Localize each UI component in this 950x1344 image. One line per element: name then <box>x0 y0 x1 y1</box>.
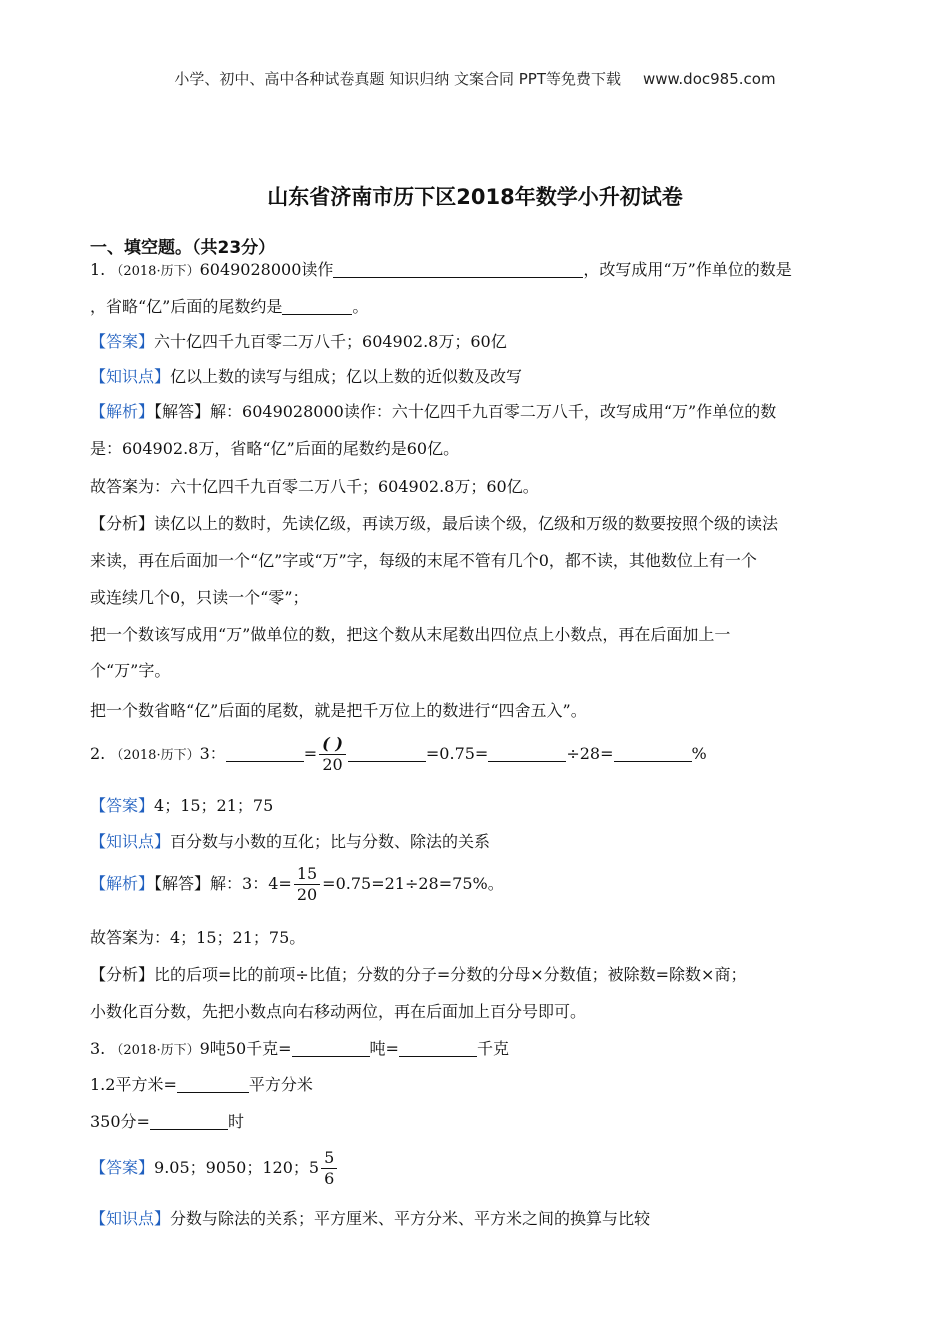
q2-knowledge-text: 百分数与小数的互化；比与分数、除法的关系 <box>170 832 491 851</box>
q3-source: （2018·历下） <box>110 1043 200 1058</box>
q1-knowledge <box>90 366 522 388</box>
q1-analysis <box>90 513 778 535</box>
q1-stem-cont <box>90 296 368 318</box>
q2-solution-fraction <box>294 864 320 905</box>
q2-blank-4[interactable] <box>614 743 692 762</box>
q3-stem-text: 9吨50千克= <box>199 1039 292 1058</box>
q1-stem <box>90 259 792 283</box>
q3-answer-text: 9.05；9050；120；5 <box>154 1158 320 1177</box>
q3-blank-4[interactable] <box>150 1111 228 1130</box>
q2-stem <box>90 734 707 775</box>
q2-sol-denominator: 20 <box>296 885 318 904</box>
q3-stem <box>90 1038 509 1062</box>
q3-line-2 <box>90 1074 313 1096</box>
q1-analysis-line: 把一个数省略“亿”后面的尾数，就是把千万位上的数进行“四舍五入”。 <box>90 701 587 720</box>
q3-blank-3[interactable] <box>177 1074 249 1093</box>
q1-blank-1[interactable] <box>333 259 583 278</box>
q1-source: （2018·历下） <box>110 264 200 279</box>
knowledge-label[interactable]: 【知识点】 <box>90 367 171 386</box>
q2-solution-text: =0.75=21÷28=75%。 <box>322 874 504 893</box>
q1-stem-text: 。 <box>352 297 369 316</box>
header-url[interactable]: www.doc985.com <box>642 70 776 88</box>
answer-label: 【答案】 <box>90 796 155 815</box>
q3-knowledge-text: 分数与除法的关系；平方厘米、平方分米、平方米之间的换算与比较 <box>170 1209 651 1228</box>
q1-stem-text: ，省略“亿”后面的尾数约是 <box>90 297 283 316</box>
q3-stem-text: 时 <box>227 1112 244 1131</box>
q3-answer <box>90 1148 339 1189</box>
answer-label: 【答案】 <box>90 1158 155 1177</box>
q3-stem-text: 1.2平方米= <box>90 1075 177 1094</box>
q3-stem-text: 350分= <box>90 1112 150 1131</box>
q1-stem-text: 6049028000读作 <box>199 260 334 279</box>
q1-analysis-line: 把一个数该写成用“万”做单位的数，把这个数从末尾数出四位点上小数点，再在后面加上一 <box>90 625 731 644</box>
analysis-label: 【解析】 <box>90 402 155 421</box>
q3-answer-fraction <box>321 1148 337 1189</box>
q2-solution <box>90 864 504 905</box>
solution-label: 【解答】 <box>154 874 211 893</box>
q2-stem-text: % <box>691 744 707 763</box>
q1-number: 1. <box>90 260 106 279</box>
q3-line-3 <box>90 1111 244 1133</box>
q2-analysis-text: 比的后项=比的前项÷比值；分数的分子=分数的分母×分数值；被除数=除数×商； <box>154 965 747 984</box>
q3-stem-text: 千克 <box>476 1039 509 1058</box>
q1-analysis-line: 或连续几个0，只读一个“零”； <box>90 588 309 607</box>
solution-label: 【解答】 <box>154 402 211 421</box>
q1-stem-text: ，改写成用“万”作单位的数是 <box>583 260 792 279</box>
q3-blank-2[interactable] <box>399 1038 477 1057</box>
q2-stem-text: ÷28= <box>566 744 614 763</box>
q3-number: 3. <box>90 1039 106 1058</box>
header-promo: 小学、初中、高中各种试卷真题 知识归纳 文案合同 PPT等免费下载 <box>174 70 621 88</box>
q2-sol-numerator: 15 <box>294 864 320 885</box>
q2-analysis-line: 小数化百分数，先把小数点向右移动两位，再在后面加上百分号即可。 <box>90 1002 587 1021</box>
q3-stem-text: 吨= <box>369 1039 399 1058</box>
q3-ans-numerator: 5 <box>321 1148 337 1169</box>
q1-analysis-line: 个“万”字。 <box>90 661 171 680</box>
section-heading: 一、填空题。（共23分） <box>90 238 276 258</box>
q2-stem-text: 3： <box>199 744 226 763</box>
q2-answer <box>90 795 273 817</box>
page-title: 山东省济南市历下区2018年数学小升初试卷 <box>267 185 683 209</box>
q2-blank-3[interactable] <box>488 743 566 762</box>
q2-frac-denominator: 20 <box>322 755 343 774</box>
q1-answer-text: 六十亿四千九百零二万八千；604902.8万；60亿 <box>154 332 507 351</box>
q2-solution-text: 解：3：4= <box>210 874 292 893</box>
q1-analysis-text: 读亿以上的数时，先读亿级，再读万级，最后读个级，亿级和万级的数要按照个级的读法 <box>154 514 779 533</box>
q2-stem-text: =0.75= <box>425 744 489 763</box>
q1-answer <box>90 331 507 353</box>
q2-solution-line: 故答案为：4；15；21；75。 <box>90 928 306 947</box>
answer-label: 【答案】 <box>90 332 155 351</box>
analysis-label: 【解析】 <box>90 874 155 893</box>
fenxi-label: 【分析】 <box>90 965 155 984</box>
q2-answer-text: 4；15；21；75 <box>154 796 274 815</box>
q1-knowledge-text: 亿以上数的读写与组成；亿以上数的近似数及改写 <box>170 367 523 386</box>
q2-source: （2018·历下） <box>110 748 200 763</box>
q2-analysis <box>90 964 746 986</box>
q2-frac-numerator[interactable]: ( ) <box>319 734 346 755</box>
fenxi-label: 【分析】 <box>90 514 155 533</box>
q2-equals: = <box>303 744 318 763</box>
q3-knowledge <box>90 1208 650 1230</box>
q2-number: 2. <box>90 744 106 763</box>
q1-solution-line: 故答案为：六十亿四千九百零二万八千；604902.8万；60亿。 <box>90 477 539 496</box>
q1-analysis-line: 来读，再在后面加一个“亿”字或“万”字，每级的末尾不管有几个0，都不读，其他数位上有一个 <box>90 551 757 570</box>
q1-solution <box>90 401 776 423</box>
q3-ans-denominator: 6 <box>324 1169 335 1188</box>
knowledge-label[interactable]: 【知识点】 <box>90 832 171 851</box>
q1-solution-text: 解：6049028000读作：六十亿四千九百零二万八千，改写成用“万”作单位的数 <box>210 402 777 421</box>
page-header <box>0 68 950 89</box>
q2-fraction <box>319 734 346 775</box>
q3-blank-1[interactable] <box>292 1038 370 1057</box>
q3-stem-text: 平方分米 <box>248 1075 313 1094</box>
q2-blank-2[interactable] <box>348 743 426 762</box>
knowledge-label[interactable]: 【知识点】 <box>90 1209 171 1228</box>
q1-solution-line: 是：604902.8万，省略“亿”后面的尾数约是60亿。 <box>90 439 460 458</box>
q2-blank-1[interactable] <box>226 743 304 762</box>
q2-knowledge <box>90 831 490 853</box>
q1-blank-2[interactable] <box>282 296 352 315</box>
